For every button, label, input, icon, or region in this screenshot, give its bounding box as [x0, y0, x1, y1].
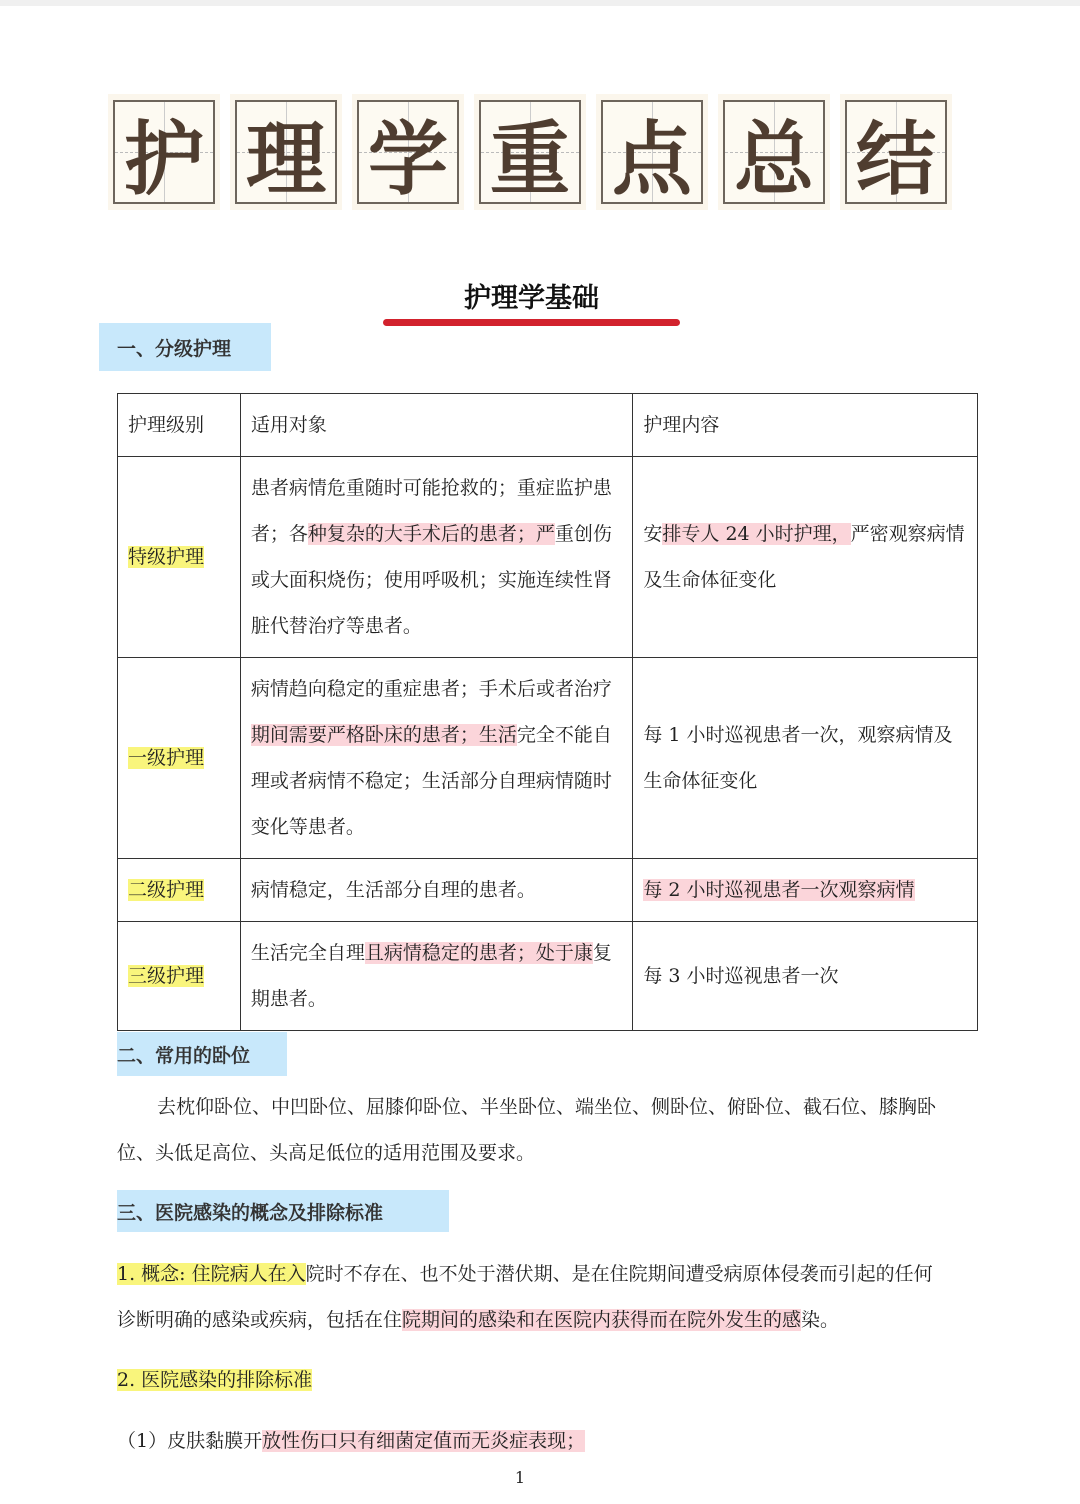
- title-char-box: 学: [357, 100, 459, 204]
- nursing-grade-table: [117, 393, 978, 1031]
- text-segment: 染。: [801, 1309, 840, 1331]
- text-segment: 每 3 小时巡视患者一次: [643, 965, 839, 987]
- table-row: [118, 457, 978, 658]
- infection-concept-paragraph: [117, 1251, 947, 1343]
- exclusion-item-1: [117, 1418, 585, 1464]
- level-cell: [118, 859, 241, 922]
- subtitle-underline: [383, 319, 680, 326]
- content-cell: [633, 859, 978, 922]
- title-char-box: 重: [479, 100, 581, 204]
- highlighted-text: 期间需要严格卧床的患者；生活: [250, 724, 517, 746]
- title-char-box: 结: [845, 100, 947, 204]
- level-cell: [118, 457, 241, 658]
- target-cell: [240, 922, 633, 1031]
- document-title: [108, 94, 952, 210]
- text-segment: 安: [643, 523, 663, 545]
- text-segment: 院时不存在、也不处于潜伏期、是在住院期间遭受病原体侵袭而引起的任何诊断明确的感染或疾病，包括在住: [117, 1263, 933, 1331]
- page-number: 1: [514, 1468, 526, 1487]
- highlighted-text: 2. 医院感染的排除标准: [117, 1369, 313, 1391]
- top-divider: [0, 0, 1080, 6]
- highlighted-text: 二级护理: [128, 879, 205, 901]
- text-segment: 重创伤或大面积烧伤；使用呼吸机；实施连续性肾脏代替治疗等患者。: [250, 523, 612, 637]
- text-segment: 严密观察病情及生命体征变化: [643, 523, 965, 591]
- target-cell: [240, 658, 633, 859]
- target-cell: [240, 859, 633, 922]
- exclusion-heading: [117, 1357, 312, 1403]
- highlighted-text: 且病情稳定的患者；处于康: [364, 942, 593, 964]
- header-cell: 护理级别: [118, 394, 241, 457]
- text-segment: （1）皮肤黏膜开: [117, 1430, 263, 1452]
- subtitle: 护理学基础: [464, 283, 599, 314]
- level-cell: [118, 922, 241, 1031]
- content-cell: [633, 658, 978, 859]
- highlighted-text: 院期间的感染和在医院内获得而在院外发生的感: [402, 1309, 802, 1331]
- table-row: [118, 859, 978, 922]
- content-cell: [633, 457, 978, 658]
- section-heading-positions: 二、常用的卧位: [117, 1032, 287, 1076]
- positions-paragraph: 去枕仰卧位、中凹卧位、屈膝仰卧位、半坐卧位、端坐位、侧卧位、俯卧位、截石位、膝胸卧位、头低足高位、头高足低位的适用范围及要求。: [117, 1096, 937, 1164]
- header-cell: 适用对象: [240, 394, 633, 457]
- table-row: [118, 922, 978, 1031]
- highlighted-text: 每 2 小时巡视患者一次观察病情: [643, 879, 915, 901]
- highlighted-text: 放性伤口只有细菌定值而无炎症表现；: [262, 1430, 586, 1452]
- text-segment: 病情趋向稳定的重症患者；手术后或者治疗: [250, 678, 612, 700]
- text-segment: 生活完全自理: [250, 942, 365, 964]
- highlighted-text: 三级护理: [128, 965, 205, 987]
- highlighted-text: 一级护理: [128, 747, 205, 769]
- title-char-box: 理: [235, 100, 337, 204]
- text-segment: 复期患者。: [250, 942, 612, 1010]
- header-cell: 护理内容: [633, 394, 978, 457]
- title-char-box: 护: [113, 100, 215, 204]
- title-char-box: 点: [601, 100, 703, 204]
- highlighted-text: 特级护理: [128, 546, 205, 568]
- text-segment: 完全不能自理或者病情不稳定；生活部分自理病情随时变化等患者。: [250, 724, 612, 838]
- text-segment: 病情稳定，生活部分自理的患者。: [250, 879, 536, 901]
- table-header-row: [118, 394, 978, 457]
- highlighted-text: 1. 概念: 住院病人在入: [117, 1263, 306, 1285]
- text-segment: 每 1 小时巡视患者一次，观察病情及生命体征变化: [643, 724, 953, 792]
- highlighted-text: 种复杂的大手术后的患者；严: [307, 523, 555, 545]
- highlighted-text: 排专人 24 小时护理，: [662, 523, 851, 545]
- section-heading-grading: 一、分级护理: [99, 323, 271, 371]
- section-heading-infection: 三、医院感染的概念及排除标准: [117, 1190, 449, 1232]
- target-cell: [240, 457, 633, 658]
- text-segment: 患者病情危重随时可能抢救的；重症监护患者；各: [250, 477, 612, 545]
- content-cell: [633, 922, 978, 1031]
- table-row: [118, 658, 978, 859]
- title-char-box: 总: [723, 100, 825, 204]
- level-cell: [118, 658, 241, 859]
